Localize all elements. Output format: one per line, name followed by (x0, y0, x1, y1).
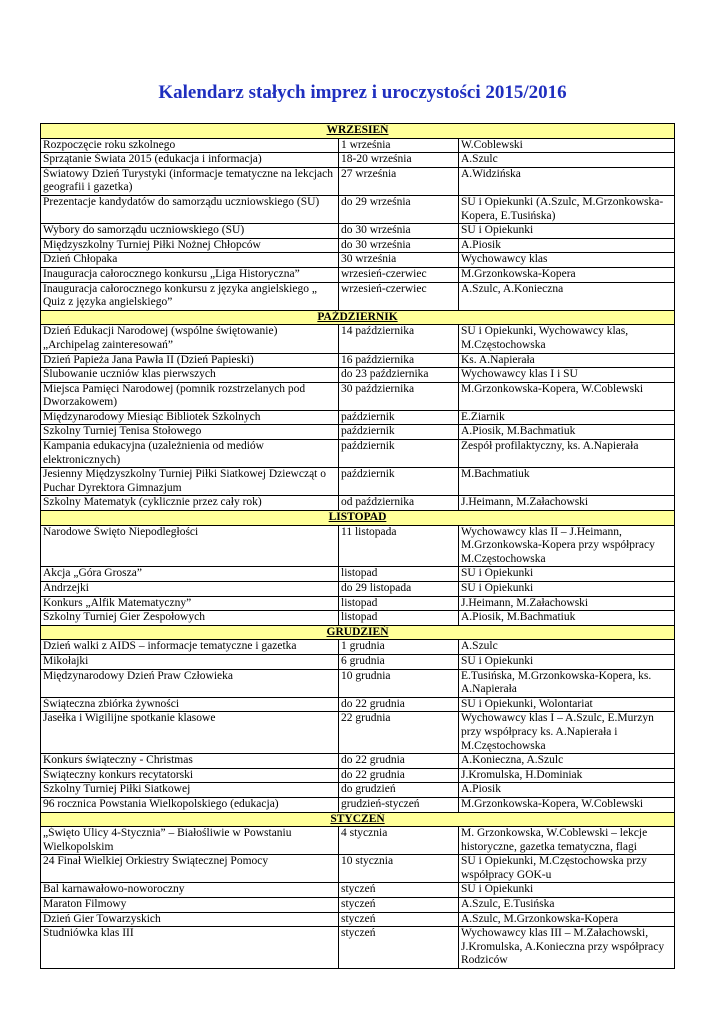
event-name-cell: 96 rocznica Powstania Wielkopolskiego (edukacja) (41, 797, 339, 812)
table-row (41, 611, 675, 626)
event-responsible-cell: A.Szulc, E.Tusińska (459, 898, 675, 913)
month-header-row (41, 625, 675, 640)
event-name-cell: Szkolny Turniej Piłki Siatkowej (41, 783, 339, 798)
event-date-cell: do 22 grudnia (339, 768, 459, 783)
table-row (41, 855, 675, 883)
table-row (41, 797, 675, 812)
event-name-cell: Dzień Edukacji Narodowej (wspólne świętowanie) „Archipelag zainteresowań” (41, 325, 339, 353)
event-name-cell: Studniówka klas III (41, 927, 339, 969)
event-date-cell: 18-20 września (339, 153, 459, 168)
event-name-cell: Świąteczny konkurs recytatorski (41, 768, 339, 783)
event-date-cell: styczeń (339, 883, 459, 898)
event-date-cell: 27 września (339, 167, 459, 195)
event-responsible-cell: A.Szulc, A.Konieczna (459, 282, 675, 310)
events-calendar-table (40, 123, 675, 969)
event-date-cell: do 23 października (339, 368, 459, 383)
event-date-cell: listopad (339, 567, 459, 582)
event-name-cell: Miejsca Pamięci Narodowej (pomnik rozstrzelanych pod Dworzakowem) (41, 382, 339, 410)
event-name-cell: Bal karnawałowo-noworoczny (41, 883, 339, 898)
month-header-row (41, 812, 675, 827)
table-row (41, 440, 675, 468)
event-responsible-cell: E.Ziarnik (459, 410, 675, 425)
event-responsible-cell: SU i Opiekunki (459, 567, 675, 582)
event-name-cell: Międzyszkolny Turniej Piłki Nożnej Chłopców (41, 238, 339, 253)
event-date-cell: wrzesień-czerwiec (339, 267, 459, 282)
event-name-cell: „Święto Ulicy 4-Stycznia” – Białośliwie w Powstaniu Wielkopolskim (41, 827, 339, 855)
event-name-cell: Międzynarodowy Dzień Praw Człowieka (41, 669, 339, 697)
table-row (41, 153, 675, 168)
event-name-cell: Jesienny Międzyszkolny Turniej Piłki Siatkowej Dziewcząt o Puchar Dyrektora Gimnazjum (41, 468, 339, 496)
table-row (41, 238, 675, 253)
table-row (41, 883, 675, 898)
event-name-cell: Dzień Gier Towarzyskich (41, 912, 339, 927)
calendar-body (41, 124, 675, 969)
event-date-cell: październik (339, 425, 459, 440)
month-header: STYCZEŃ (41, 812, 675, 827)
event-responsible-cell: Wychowawcy klas III – M.Załachowski, J.Kromulska, A.Konieczna przy współpracy Rodziców (459, 927, 675, 969)
event-name-cell: Inauguracja całorocznego konkursu „Liga Historyczna” (41, 267, 339, 282)
event-responsible-cell: SU i Opiekunki (A.Szulc, M.Grzonkowska-Kopera, E.Tusińska) (459, 195, 675, 223)
event-date-cell: 22 grudnia (339, 712, 459, 754)
month-header: GRUDZIEŃ (41, 625, 675, 640)
event-name-cell: Rozpoczęcie roku szkolnego (41, 138, 339, 153)
event-name-cell: Światowy Dzień Turystyki (informacje tematyczne na lekcjach geografii i gazetka) (41, 167, 339, 195)
event-date-cell: 30 września (339, 253, 459, 268)
table-row (41, 912, 675, 927)
event-responsible-cell: A.Widzińska (459, 167, 675, 195)
event-responsible-cell: J.Heimann, M.Załachowski (459, 596, 675, 611)
event-responsible-cell: SU i Opiekunki (459, 883, 675, 898)
table-row (41, 567, 675, 582)
event-date-cell: 11 listopada (339, 525, 459, 567)
table-row (41, 382, 675, 410)
event-responsible-cell: M.Grzonkowska-Kopera (459, 267, 675, 282)
event-date-cell: 1 września (339, 138, 459, 153)
event-date-cell: 4 stycznia (339, 827, 459, 855)
event-responsible-cell: SU i Opiekunki, M.Częstochowska przy współpracy GOK-u (459, 855, 675, 883)
month-header-row (41, 124, 675, 139)
table-row (41, 927, 675, 969)
table-row (41, 368, 675, 383)
event-date-cell: październik (339, 468, 459, 496)
table-row (41, 267, 675, 282)
event-responsible-cell: M.Bachmatiuk (459, 468, 675, 496)
event-name-cell: Wybory do samorządu uczniowskiego (SU) (41, 224, 339, 239)
event-name-cell: Świąteczna zbiórka żywności (41, 697, 339, 712)
event-name-cell: 24 Finał Wielkiej Orkiestry Świątecznej Pomocy (41, 855, 339, 883)
event-name-cell: Maraton Filmowy (41, 898, 339, 913)
event-date-cell: 1 grudnia (339, 640, 459, 655)
month-header: LISTOPAD (41, 511, 675, 526)
event-responsible-cell: M. Grzonkowska, W.Coblewski – lekcje historyczne, gazetka tematyczna, flagi (459, 827, 675, 855)
event-responsible-cell: Wychowawcy klas I – A.Szulc, E.Murzyn przy współpracy ks. A.Napierała i M.Częstochowska (459, 712, 675, 754)
table-row (41, 898, 675, 913)
event-date-cell: styczeń (339, 912, 459, 927)
table-row (41, 195, 675, 223)
event-date-cell: do 29 listopada (339, 582, 459, 597)
event-date-cell: do grudzień (339, 783, 459, 798)
month-header-row (41, 310, 675, 325)
event-name-cell: Dzień walki z AIDS – informacje tematyczne i gazetka (41, 640, 339, 655)
month-header: PAŹDZIERNIK (41, 310, 675, 325)
event-responsible-cell: Zespół profilaktyczny, ks. A.Napierała (459, 440, 675, 468)
event-responsible-cell: M.Grzonkowska-Kopera, W.Coblewski (459, 382, 675, 410)
table-row (41, 253, 675, 268)
event-responsible-cell: Ks. A.Napierała (459, 353, 675, 368)
event-responsible-cell: W.Coblewski (459, 138, 675, 153)
event-responsible-cell: SU i Opiekunki (459, 224, 675, 239)
event-responsible-cell: SU i Opiekunki, Wychowawcy klas, M.Częstochowska (459, 325, 675, 353)
event-date-cell: do 30 września (339, 238, 459, 253)
table-row (41, 224, 675, 239)
event-date-cell: styczeń (339, 927, 459, 969)
month-header-row (41, 511, 675, 526)
event-name-cell: Mikołajki (41, 654, 339, 669)
event-responsible-cell: SU i Opiekunki, Wolontariat (459, 697, 675, 712)
event-responsible-cell: A.Szulc (459, 153, 675, 168)
table-row (41, 167, 675, 195)
event-date-cell: 10 stycznia (339, 855, 459, 883)
event-responsible-cell: A.Piosik, M.Bachmatiuk (459, 611, 675, 626)
event-responsible-cell: A.Piosik, M.Bachmatiuk (459, 425, 675, 440)
page-title: Kalendarz stałych imprez i uroczystości 2015/2016 (158, 82, 567, 103)
event-date-cell: październik (339, 410, 459, 425)
event-date-cell: 10 grudnia (339, 669, 459, 697)
event-date-cell: od października (339, 496, 459, 511)
event-responsible-cell: SU i Opiekunki (459, 582, 675, 597)
event-name-cell: Międzynarodowy Miesiąc Bibliotek Szkolnych (41, 410, 339, 425)
event-responsible-cell: Wychowawcy klas (459, 253, 675, 268)
table-row (41, 425, 675, 440)
event-date-cell: październik (339, 440, 459, 468)
event-date-cell: styczeń (339, 898, 459, 913)
event-name-cell: Ślubowanie uczniów klas pierwszych (41, 368, 339, 383)
event-name-cell: Szkolny Turniej Gier Zespołowych (41, 611, 339, 626)
event-responsible-cell: Wychowawcy klas I i SU (459, 368, 675, 383)
month-header: WRZESIEŃ (41, 124, 675, 139)
event-date-cell: do 30 września (339, 224, 459, 239)
event-date-cell: 30 października (339, 382, 459, 410)
event-responsible-cell: J.Heimann, M.Załachowski (459, 496, 675, 511)
table-row (41, 496, 675, 511)
event-date-cell: 14 października (339, 325, 459, 353)
table-row (41, 654, 675, 669)
event-name-cell: Inauguracja całorocznego konkursu z języka angielskiego „ Quiz z języka angielskiego” (41, 282, 339, 310)
event-date-cell: do 22 grudnia (339, 754, 459, 769)
event-responsible-cell: A.Szulc (459, 640, 675, 655)
event-date-cell: grudzień-styczeń (339, 797, 459, 812)
table-row (41, 468, 675, 496)
event-date-cell: listopad (339, 611, 459, 626)
event-name-cell: Szkolny Turniej Tenisa Stołowego (41, 425, 339, 440)
event-name-cell: Jasełka i Wigilijne spotkanie klasowe (41, 712, 339, 754)
event-name-cell: Andrzejki (41, 582, 339, 597)
table-row (41, 640, 675, 655)
table-row (41, 525, 675, 567)
table-row (41, 827, 675, 855)
table-row (41, 596, 675, 611)
event-responsible-cell: J.Kromulska, H.Dominiak (459, 768, 675, 783)
event-name-cell: Akcja „Góra Grosza” (41, 567, 339, 582)
event-date-cell: 16 października (339, 353, 459, 368)
event-name-cell: Dzień Papieża Jana Pawła II (Dzień Papieski) (41, 353, 339, 368)
event-name-cell: Sprzątanie Świata 2015 (edukacja i informacja) (41, 153, 339, 168)
table-row (41, 282, 675, 310)
event-name-cell: Szkolny Matematyk (cyklicznie przez cały rok) (41, 496, 339, 511)
event-name-cell: Narodowe Święto Niepodległości (41, 525, 339, 567)
table-row (41, 353, 675, 368)
table-row (41, 582, 675, 597)
event-responsible-cell: A.Piosik (459, 783, 675, 798)
event-name-cell: Konkurs „Alfik Matematyczny” (41, 596, 339, 611)
event-date-cell: do 22 grudnia (339, 697, 459, 712)
table-row (41, 697, 675, 712)
event-date-cell: do 29 września (339, 195, 459, 223)
event-responsible-cell: Wychowawcy klas II – J.Heimann, M.Grzonkowska-Kopera przy współpracy M.Częstochowska (459, 525, 675, 567)
event-responsible-cell: A.Konieczna, A.Szulc (459, 754, 675, 769)
event-name-cell: Konkurs świąteczny - Christmas (41, 754, 339, 769)
event-name-cell: Kampania edukacyjna (uzależnienia od mediów elektronicznych) (41, 440, 339, 468)
event-responsible-cell: SU i Opiekunki (459, 654, 675, 669)
table-row (41, 712, 675, 754)
event-responsible-cell: E.Tusińska, M.Grzonkowska-Kopera, ks. A.Napierała (459, 669, 675, 697)
table-row (41, 138, 675, 153)
event-date-cell: 6 grudnia (339, 654, 459, 669)
table-row (41, 410, 675, 425)
event-date-cell: wrzesień-czerwiec (339, 282, 459, 310)
table-row (41, 754, 675, 769)
event-responsible-cell: A.Piosik (459, 238, 675, 253)
event-name-cell: Dzień Chłopaka (41, 253, 339, 268)
table-row (41, 669, 675, 697)
table-row (41, 325, 675, 353)
event-responsible-cell: A.Szulc, M.Grzonkowska-Kopera (459, 912, 675, 927)
event-name-cell: Prezentacje kandydatów do samorządu uczniowskiego (SU) (41, 195, 339, 223)
event-date-cell: listopad (339, 596, 459, 611)
event-responsible-cell: M.Grzonkowska-Kopera, W.Coblewski (459, 797, 675, 812)
table-row (41, 783, 675, 798)
table-row (41, 768, 675, 783)
